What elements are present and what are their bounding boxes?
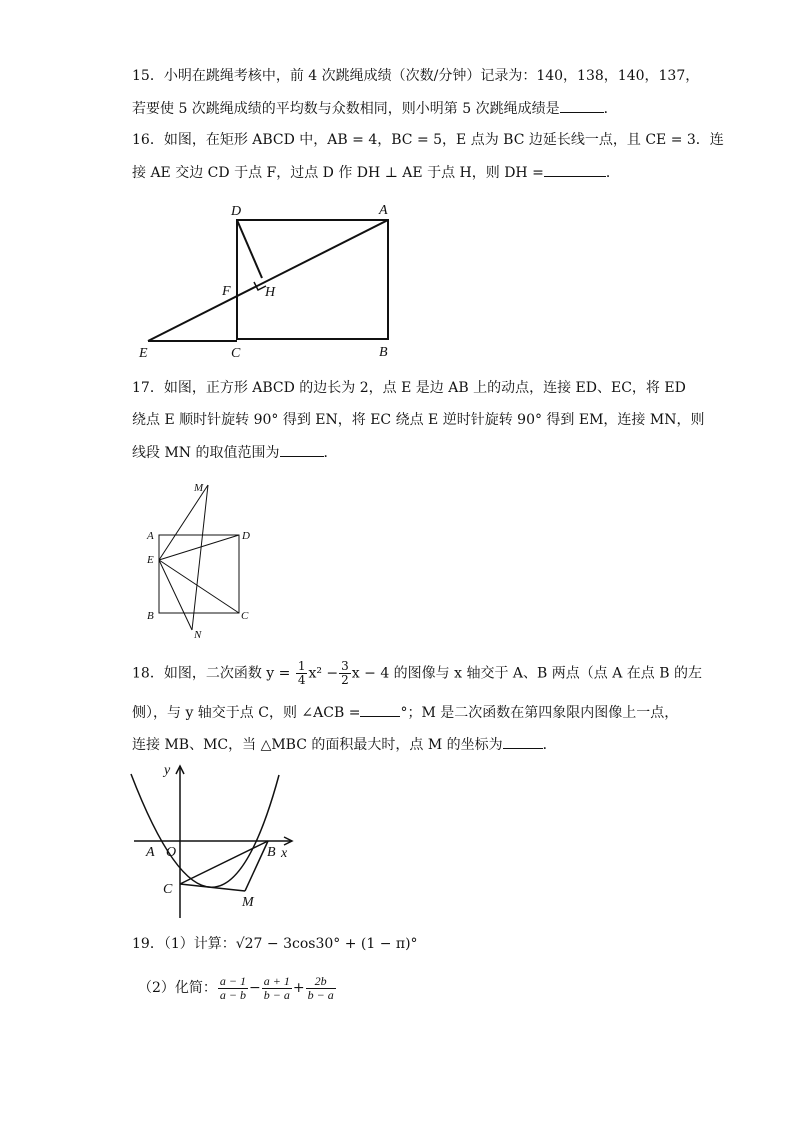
q18-fraction-1	[296, 660, 308, 687]
q18-angle-blank[interactable]	[360, 702, 400, 717]
q19-f2-num: a + 1	[263, 973, 290, 988]
q16-figure	[130, 196, 410, 366]
q19-f1-den: a − b	[219, 987, 247, 1002]
q18-end: ．	[542, 737, 557, 753]
q18-label-m: M	[242, 895, 254, 910]
q18-line-cm	[180, 884, 245, 891]
q16-label-h: H	[265, 285, 276, 300]
q18-line-1	[132, 660, 702, 687]
q16-end: ．	[605, 165, 620, 181]
q17-figure	[140, 478, 260, 644]
q15-line-2	[132, 98, 618, 119]
q18-frac2-den: 2	[341, 673, 349, 687]
q18-label-y: y	[164, 763, 171, 778]
q18-frac2-num: 3	[341, 659, 349, 673]
q17-label-b: B	[147, 610, 154, 622]
q19-f1-num: a − 1	[219, 973, 247, 988]
q16-label-b: B	[379, 345, 388, 360]
q15-line-1: 15．小明在跳绳考核中，前 4 次跳绳成绩（次数/分钟）记录为：140，138，140，137，	[132, 68, 700, 84]
q16-line-2	[132, 162, 620, 183]
q17-line-ed	[159, 535, 239, 560]
q18-label-o: O	[166, 845, 177, 860]
q19-part-2	[138, 970, 337, 1006]
q17-label-m: M	[194, 482, 204, 494]
q17-label-c: C	[241, 610, 249, 622]
q16-label-c: C	[231, 346, 241, 361]
q17-line-2: 绕点 E 顺时针旋转 90° 得到 EN，将 EC 绕点 E 逆时针旋转 90° 得到 EM，连接 MN，则	[132, 412, 705, 428]
q18-text-2a: 侧），与 y 轴交于点 C，则 ∠ACB =	[132, 705, 361, 721]
q16-label-f: F	[222, 284, 231, 299]
q16-label-a: A	[379, 203, 388, 218]
q17-square	[159, 535, 239, 613]
q17-label-a: A	[147, 530, 154, 542]
q16-answer-blank[interactable]	[544, 162, 606, 177]
q16-line-dh	[237, 220, 262, 278]
q19-f2-den: b − a	[263, 987, 290, 1002]
q15-text: 若要使 5 次跳绳成绩的平均数与众数相同，则小明第 5 次跳绳成绩是	[132, 101, 560, 117]
q16-line-1: 16．如图，在矩形 ABCD 中，AB = 4，BC = 5，E 点为 BC 边延长线一点，且 CE = 3．连	[132, 132, 724, 148]
q18-parabola	[131, 774, 279, 887]
q16-text: 接 AE 交边 CD 于点 F，过点 D 作 DH ⊥ AE 于点 H，则 DH =	[132, 165, 544, 181]
q19-f3-num: 2b	[306, 975, 336, 989]
q15-end: ．	[603, 101, 618, 117]
q19-fraction-1	[218, 975, 248, 1002]
q17-label-n: N	[194, 629, 202, 641]
q18-after-frac: x − 4 的图像与 x 轴交于 A、B 两点（点 A 在点 B 的左	[351, 665, 702, 682]
q16-label-e: E	[139, 346, 148, 361]
q19-fraction-2	[262, 975, 292, 1002]
q18-label-x: x	[281, 846, 288, 861]
q16-line-ae	[148, 220, 388, 341]
q19-fraction-3	[306, 975, 336, 1002]
q19-op-2: +	[292, 980, 305, 996]
q19-part2-prefix: （2）化简：	[138, 980, 217, 996]
q18-line-2	[132, 702, 678, 723]
q18-prefix: 18．如图，二次函数 y =	[132, 665, 291, 682]
q18-figure	[126, 758, 300, 922]
q19-op-1: −	[249, 980, 261, 996]
q18-line-3	[132, 734, 557, 755]
q19-part-1: 19．（1）计算：√27 − 3cos30° + (1 − π)°	[132, 936, 418, 952]
q17-line-1: 17．如图，正方形 ABCD 的边长为 2，点 E 是边 AB 上的动点，连接 ED、EC，将 ED	[132, 380, 686, 396]
q18-label-b: B	[267, 845, 276, 860]
q17-label-d: D	[242, 530, 250, 542]
q18-text-2b: °；M 是二次函数在第四象限内图像上一点，	[400, 705, 679, 721]
q18-text-3: 连接 MB、MC，当 △MBC 的面积最大时，点 M 的坐标为	[132, 737, 503, 753]
q17-text: 线段 MN 的取值范围为	[132, 445, 280, 461]
q18-point-blank[interactable]	[503, 734, 543, 749]
q15-answer-blank[interactable]	[560, 98, 604, 113]
q19-f3-den: b − a	[307, 987, 334, 1002]
q16-label-d: D	[231, 204, 242, 219]
q18-frac1-num: 1	[297, 659, 306, 673]
q17-label-e: E	[147, 554, 154, 566]
q17-line-mn	[192, 485, 208, 630]
q18-fraction-2	[339, 660, 351, 687]
q16-rectangle	[237, 220, 388, 339]
q18-label-c: C	[163, 882, 173, 897]
q18-line-mb	[245, 841, 268, 891]
q18-label-a: A	[146, 845, 155, 860]
q17-line-3	[132, 442, 338, 463]
q18-x2: x² −	[308, 665, 339, 682]
q17-answer-blank[interactable]	[280, 442, 324, 457]
q18-line-cb	[180, 841, 268, 884]
q17-end: ．	[323, 445, 338, 461]
q18-frac1-den: 4	[297, 673, 306, 687]
